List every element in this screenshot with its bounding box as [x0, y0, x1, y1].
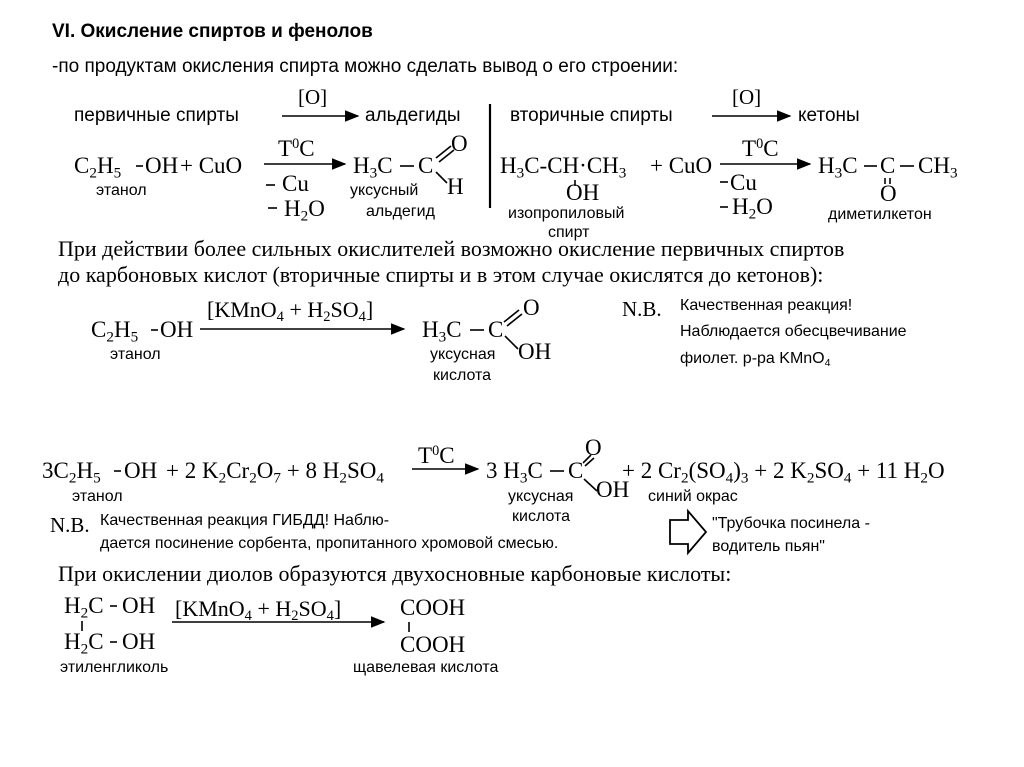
- quote-line-2: водитель пьян": [712, 538, 825, 555]
- dichromate-oh: OH: [124, 458, 158, 483]
- isopropanol-oh: OH: [566, 180, 600, 205]
- cond-temp-3: $T^0C$: [418, 443, 455, 468]
- acetaldehyde-h3c: $H_3C$: [353, 153, 393, 182]
- dichromate-products: + 2 $Cr_2(SO_4)_3 + 2$ $K_2SO_4 + 11$ $H_2O$: [622, 458, 945, 487]
- plus-cuo-2: + CuO: [650, 153, 713, 178]
- secondary-label: вторичные спирты: [510, 105, 673, 126]
- nb-note-1a: Качественная реакция!: [680, 297, 853, 314]
- name-glycol: этиленгликоль: [60, 659, 169, 676]
- acetone-ch3: $CH_3$: [918, 153, 958, 182]
- name-ethanol-1: этанол: [96, 182, 147, 199]
- nb-note-1b: Наблюдается обесцвечивание: [680, 323, 907, 340]
- ethanol-oh-1: OH: [145, 153, 179, 178]
- acid-c-2: C: [568, 458, 584, 483]
- dichromate-lhs: $3C_2H_5$: [42, 458, 101, 487]
- ethanol-oh-2: OH: [160, 317, 194, 342]
- acetone-c: C: [880, 153, 896, 178]
- ethanol-formula-1: $C_2H_5$: [74, 153, 122, 182]
- acetone-formula: $H_3C$: [818, 153, 858, 182]
- acetone-o: O: [880, 181, 897, 206]
- name-acetone: диметилкетон: [828, 206, 932, 223]
- strong-text-line-2: до карбоновых кислот (вторичные спирты и в этом случае окислятся до кетонов):: [58, 262, 824, 287]
- intro-text: -по продуктам окисления спирта можно сделать вывод о его строении:: [52, 56, 679, 77]
- cond-temp-2: $T^0C$: [742, 136, 779, 161]
- nb-label-2: N.B.: [50, 513, 90, 537]
- name-acid-1b: кислота: [433, 367, 492, 384]
- name-isopropanol-2: спирт: [548, 224, 590, 241]
- nb-note-2a: Качественная реакция ГИБДД! Наблю-: [100, 512, 390, 529]
- diol-text: При окислении диолов образуются двухосновные карбоновые кислоты:: [58, 561, 732, 586]
- acid-c-1: C: [488, 317, 504, 342]
- isopropanol-formula: $H_3C-CH\cdot CH_3$: [500, 153, 627, 182]
- nb-label-1: N.B.: [622, 297, 662, 321]
- name-ethanol-3: этанол: [72, 488, 123, 505]
- oxalic-bottom: COOH: [400, 632, 466, 657]
- cond-cu-2: Cu: [730, 170, 757, 195]
- name-acid-1a: уксусная: [430, 346, 496, 363]
- name-oxalic: щавелевая кислота: [353, 659, 499, 676]
- glycol-bottom: $H_2C$: [64, 629, 104, 658]
- primary-reagent: [O]: [298, 85, 328, 109]
- nb-note-2b: дается посинение сорбента, пропитанного хромовой смесью.: [100, 535, 559, 552]
- primary-label: первичные спирты: [74, 105, 239, 126]
- secondary-reagent: [O]: [732, 85, 762, 109]
- name-acid-2a: уксусная: [508, 488, 574, 505]
- cond-temp-1: $T^0C$: [278, 136, 315, 161]
- cond-h2o-2: $H_2O$: [732, 194, 773, 223]
- secondary-product: кетоны: [798, 105, 860, 126]
- oxalic-top: COOH: [400, 595, 466, 620]
- strong-text-line-1: При действии более сильных окислителей возможно окисление первичных спиртов: [58, 236, 845, 261]
- name-blue-color: синий окрас: [648, 488, 738, 505]
- glycol-oh-bottom: OH: [122, 629, 156, 654]
- primary-product: альдегиды: [365, 105, 461, 126]
- ethanol-formula-2: $C_2H_5$: [91, 317, 139, 346]
- diol-reagent: [KMnO$_4$ + $H_2SO_4$]: [175, 596, 342, 625]
- glycol-oh-top: OH: [122, 593, 156, 618]
- name-isopropanol-1: изопропиловый: [508, 205, 625, 222]
- acid-h3c-2: 3 $H_3C$: [486, 458, 543, 487]
- page-title: VI. Окисление спиртов и фенолов: [52, 21, 373, 42]
- acetaldehyde-h: H: [447, 174, 464, 199]
- plus-cuo-1: + CuO: [180, 153, 243, 178]
- acetaldehyde-o: O: [451, 131, 468, 156]
- nb-note-1c: фиолет. р-ра KMnO$_4$: [680, 350, 831, 369]
- cond-h2o-1: $H_2O$: [284, 196, 325, 225]
- glycol-top: $H_2C$: [64, 593, 104, 622]
- kmno4-reagent: [KMnO$_4$ + $H_2SO_4$]: [207, 297, 374, 326]
- name-acetaldehyde-1: уксусный: [350, 182, 419, 199]
- name-acid-2b: кислота: [512, 508, 571, 525]
- acid-h3c-1: $H_3C$: [422, 317, 462, 346]
- name-acetaldehyde-2: альдегид: [366, 203, 435, 220]
- acid-o-2: O: [585, 435, 602, 460]
- acid-oh-1: OH: [518, 339, 552, 364]
- dichromate-reagents: + 2 $K_2Cr_2O_7 + 8$ $H_2SO_4$: [166, 458, 384, 487]
- cond-cu-1: Cu: [282, 171, 309, 196]
- acid-o-1: O: [523, 295, 540, 320]
- acetaldehyde-c: C: [418, 153, 434, 178]
- acid-oh-2: OH: [596, 477, 630, 502]
- name-ethanol-2: этанол: [110, 346, 161, 363]
- quote-line-1: "Трубочка посинела -: [712, 515, 870, 532]
